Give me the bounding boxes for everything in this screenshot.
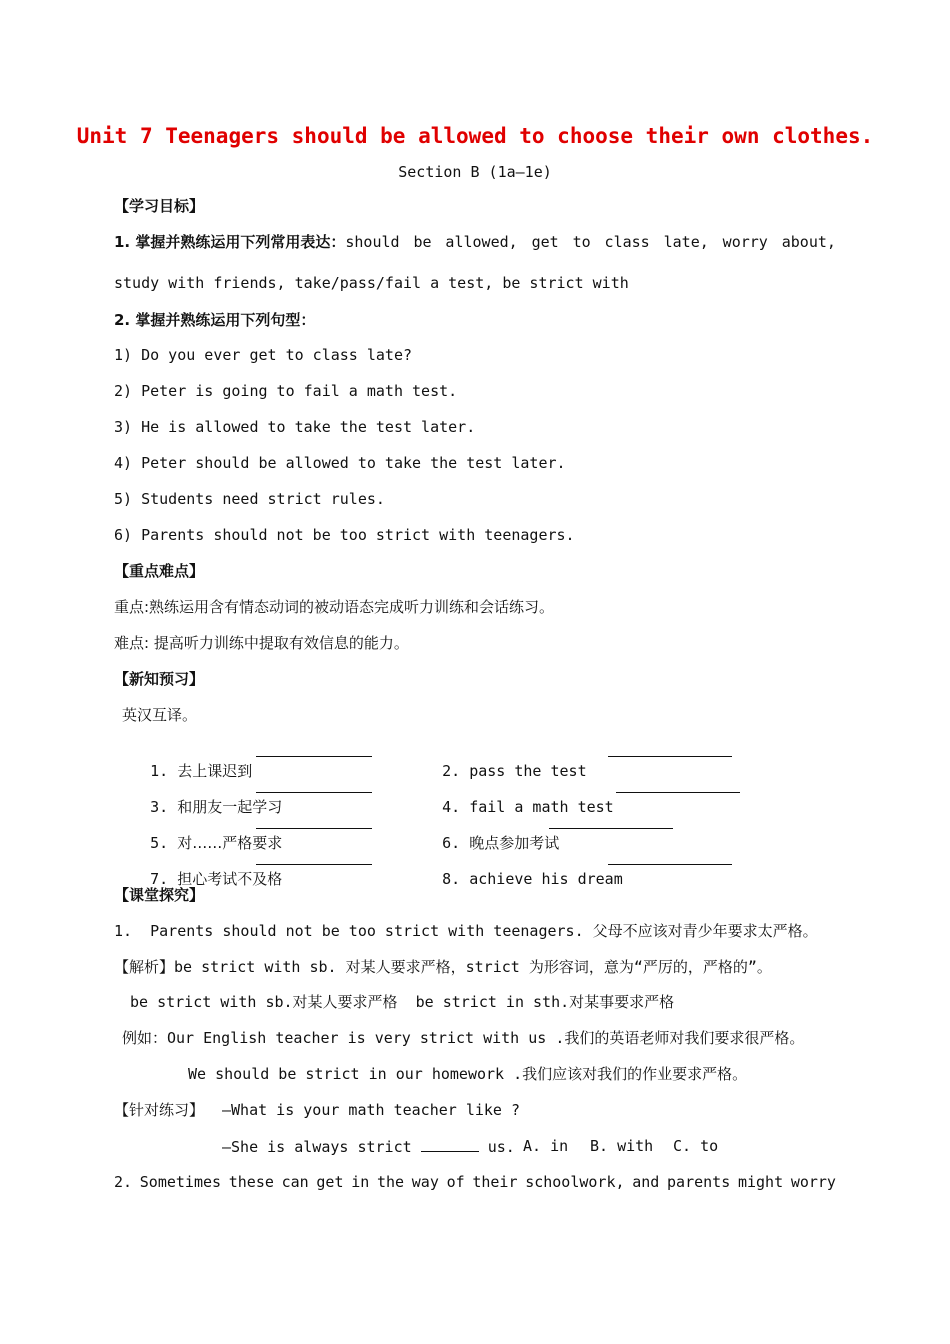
word: Sometimes [139,1173,222,1191]
practice-option-b[interactable]: B. with [590,1137,654,1155]
answer-blank-3[interactable] [256,777,372,793]
sentence-2: 2) Peter is going to fail a math test. [114,382,458,400]
goals-item1-words [345,232,836,252]
goals-item1-row [114,232,836,252]
practice-option-a[interactable]: A. in [523,1137,569,1155]
word: can [281,1173,309,1191]
word: class [604,233,650,251]
goals-item2-label: 2. 掌握并熟练运用下列句型： [114,311,316,329]
preview-heading: 【新知预习】 [114,670,205,688]
word: be [413,233,432,251]
preview-item-number: 8. [442,870,461,888]
word: their [472,1173,518,1191]
preview-item-text: achieve his dream [469,870,623,888]
explore-example-2: We should be strict in our homework .我们应该对我们的作业要求严格。 [188,1065,748,1083]
unit-title: Unit 7 Teenagers should be allowed to choose their own clothes. [76,124,874,148]
word: late, [663,233,709,251]
preview-instruction: 英汉互译。 [122,706,198,724]
analysis-text: be strict with sb. 对某人要求严格，strict 为形容词，意为“严厉的，严格的”。 [174,958,772,976]
goals-item1-label: 1. 掌握并熟练运用下列常用表达： [114,233,346,251]
goals-heading: 【学习目标】 [114,197,205,215]
sentence-4: 4) Peter should be allowed to take the test later. [114,454,566,472]
word: in [351,1173,370,1191]
practice-answer-blank[interactable] [421,1136,479,1152]
practice-option-c[interactable]: C. to [673,1137,719,1155]
word: might [737,1173,784,1191]
answer-blank-8[interactable] [608,849,732,865]
practice-question: —What is your math teacher like ? [222,1101,521,1119]
preview-item-number: 4. [442,798,461,816]
sentence-6: 6) Parents should not be too strict with teenagers. [114,526,575,544]
analysis-label: 【解析】 [114,958,175,976]
word: the [376,1173,405,1191]
preview-item-text: pass the test [469,762,587,780]
preview-item-number: 6. [442,834,461,852]
explore-point-1: 1. Parents should not be too strict with teenagers. 父母不应该对青少年要求太严格。 [114,922,818,940]
word: should [345,233,400,251]
word: parents [667,1173,731,1191]
explore-analysis [114,957,772,977]
word: and [632,1173,660,1191]
explore-usage: be strict with sb.对某人要求严格 be strict in sth.对某事要求严格 [130,993,675,1011]
answer-blank-6[interactable] [549,813,673,829]
word: worry [722,233,768,251]
answer-blank-2[interactable] [608,741,732,757]
key-points-heading: 【重点难点】 [114,562,205,580]
practice-answer-end: us. [478,1138,515,1156]
preview-item-number: 1. [150,762,169,780]
preview-item-text: 晚点参加考试 [469,834,560,852]
answer-blank-5[interactable] [256,813,372,829]
explore-heading: 【课堂探究】 [114,886,205,904]
sentence-5: 5) Students need strict rules. [114,490,385,508]
section-subtitle: Section B (1a—1e) [398,163,552,181]
preview-item-text: 去上课迟到 [177,762,253,780]
preview-item-number: 3. [150,798,169,816]
word: get [531,233,559,251]
answer-blank-1[interactable] [256,741,372,757]
word: get [316,1173,344,1191]
practice-answer-start: —She is always strict [222,1138,421,1156]
preview-item-text: 担心考试不及格 [177,870,283,888]
answer-blank-4[interactable] [616,777,740,793]
practice-answer-line [222,1136,515,1157]
preview-item-text: fail a math test [469,798,614,816]
word: schoolwork, [525,1173,625,1191]
sentence-1: 1) Do you ever get to class late? [114,346,413,364]
word: worry [790,1173,836,1191]
explore-example-1: 例如：Our English teacher is very strict with us .我们的英语老师对我们要求很严格。 [122,1029,805,1047]
preview-item-number: 7. [150,870,169,888]
preview-item-text: 对……严格要求 [177,834,283,852]
sentence-3: 3) He is allowed to take the test later. [114,418,476,436]
preview-item-number: 2. [442,762,461,780]
preview-item-text: 和朋友一起学习 [177,798,283,816]
word: these [228,1173,274,1191]
word: 2. [114,1173,133,1191]
explore-point-2 [114,1172,836,1192]
preview-item-number: 5. [150,834,169,852]
key-points-difficulty: 难点: 提高听力训练中提取有效信息的能力。 [114,634,409,652]
word: of [446,1173,465,1191]
word: to [572,233,591,251]
answer-blank-7[interactable] [256,849,372,865]
word: about, [781,233,836,251]
word: allowed, [445,233,518,251]
key-points-focus: 重点:熟练运用含有情态动词的被动语态完成听力训练和会话练习。 [114,598,555,616]
goals-item1-continuation: study with friends, take/pass/fail a test, be strict with [114,274,629,292]
preview-item-8 [406,849,623,909]
word: way [411,1173,439,1191]
practice-label: 【针对练习】 [114,1101,205,1119]
